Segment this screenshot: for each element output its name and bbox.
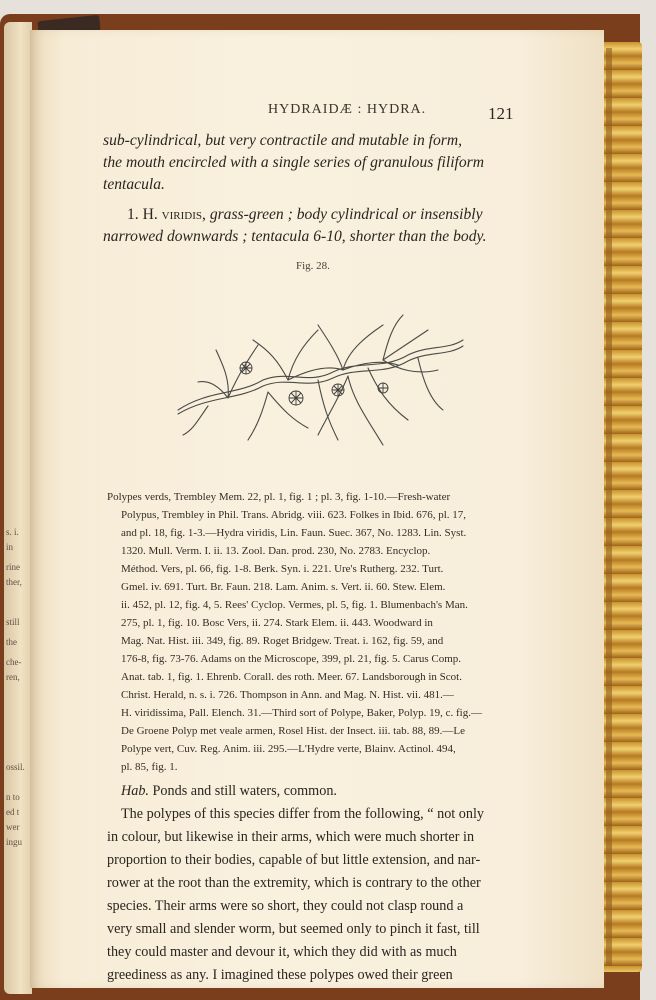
- left-page-fragment: still: [6, 617, 20, 627]
- left-page-fragment: ren,: [6, 672, 20, 682]
- left-page-fragment: in: [6, 542, 14, 552]
- left-page-edge: [4, 22, 32, 994]
- body-text-line: rower at the root than the extremity, which is contrary to the other: [107, 875, 481, 891]
- figure-caption: Fig. 28.: [296, 260, 330, 272]
- book-page: [30, 30, 604, 988]
- body-text-line: species. Their arms were so short, they could not clasp round a: [107, 898, 464, 914]
- habitat-line: [121, 783, 337, 800]
- species-name: viridis,: [161, 206, 206, 223]
- reference-line: Christ. Herald, n. s. i. 726. Thompson in Ann. and Mag. N. Hist. vii. 481.—: [121, 689, 454, 701]
- reference-line: pl. 85, fig. 1.: [121, 761, 178, 773]
- left-page-fragment: rine: [6, 562, 20, 572]
- reference-line: De Groene Polyp met veale armen, Rosel Hist. der Insect. iii. tab. 88, 89.—Le: [121, 725, 465, 737]
- left-page-fragment: che-: [6, 657, 22, 667]
- body-text-line: very small and slender worm, but seemed only to pinch it fast, till: [107, 921, 480, 937]
- left-page-fragment: the: [6, 637, 17, 647]
- reference-line: Gmel. iv. 691. Turt. Br. Faun. 218. Lam. Anim. s. Vert. ii. 60. Stew. Elem.: [121, 581, 446, 593]
- reference-line: 1320. Mull. Verm. I. ii. 13. Zool. Dan. prod. 230, No. 2783. Encyclop.: [121, 545, 431, 557]
- genus-description-line: sub-cylindrical, but very contractile and mutable in form,: [103, 132, 463, 149]
- reference-line: ii. 452, pl. 12, fig. 4, 5. Rees' Cyclop. Vermes, pl. 5, fig. 1. Blumenbach's Man.: [121, 599, 468, 611]
- body-text-line: proportion to their bodies, capable of but little extension, and nar-: [107, 852, 481, 868]
- left-page-fragment: ed t: [6, 807, 20, 817]
- left-page-fragment: n to: [6, 792, 20, 802]
- reference-line: and pl. 18, fig. 1-3.—Hydra viridis, Lin. Faun. Suec. 367, No. 1283. Lin. Syst.: [121, 527, 467, 539]
- reference-line: Polypes verds, Trembley Mem. 22, pl. 1, fig. 1 ; pl. 3, fig. 1-10.—Fresh-water: [107, 491, 451, 503]
- habitat-label: Hab.: [121, 783, 149, 799]
- reference-line: Polype vert, Cuv. Reg. Anim. iii. 295.—L'Hydre verte, Blainv. Actinol. 494,: [121, 743, 456, 755]
- reference-line: 275, pl. 1, fig. 10. Bosc Vers, ii. 274. Stark Elem. ii. 443. Woodward in: [121, 617, 433, 629]
- species-description: grass-green ; body cylindrical or insensibly: [209, 206, 483, 223]
- reference-line: 176-8, fig. 73-76. Adams on the Microscope, 399, pl. 21, fig. 5. Carus Comp.: [121, 653, 462, 665]
- left-page-fragment: s. i.: [6, 527, 19, 537]
- left-page-fragment: ossil.: [6, 762, 25, 772]
- running-head: HYDRAIDÆ : HYDRA.: [268, 102, 427, 117]
- reference-line: H. viridissima, Pall. Elench. 31.—Third sort of Polype, Baker, Polyp. 19, c. fig.—: [121, 707, 482, 719]
- reference-line: Anat. tab. 1, fig. 1. Ehrenb. Corall. des roth. Meer. 67. Landsborough in Scot.: [121, 671, 462, 683]
- species-number: 1. H.: [127, 206, 158, 223]
- body-text-line: they could master and devour it, which they did with as much: [107, 944, 457, 960]
- left-page-fragment: ther,: [6, 577, 22, 587]
- species-heading-line: [127, 206, 483, 224]
- page-number: 121: [488, 104, 514, 123]
- gilt-edge-shadow: [606, 48, 612, 966]
- reference-line: Polypus, Trembley in Phil. Trans. Abridg. viii. 623. Folkes in Ibid. 676, pl. 17,: [121, 509, 467, 521]
- body-text-line: greediness as any. I imagined these polypes owed their green: [107, 967, 453, 983]
- left-page-fragment: wer: [6, 822, 20, 832]
- hydra-illustration: [168, 310, 468, 460]
- reference-line: Mag. Nat. Hist. iii. 349, fig. 89. Roget Bridgew. Treat. i. 162, fig. 59, and: [121, 635, 444, 647]
- habitat-text: Ponds and still waters, common.: [152, 783, 337, 799]
- body-text-line: The polypes of this species differ from the following, “ not only: [121, 806, 485, 822]
- body-text-line: in colour, but likewise in their arms, which were much shorter in: [107, 829, 475, 845]
- genus-description-line: the mouth encircled with a single series of granulous filiform: [103, 154, 485, 171]
- genus-description-line: tentacula.: [103, 176, 165, 193]
- reference-line: Méthod. Vers, pl. 66, fig. 1-8. Berk. Syn. i. 221. Ure's Rutherg. 232. Turt.: [121, 563, 444, 575]
- left-page-fragment: ingu: [6, 837, 23, 847]
- species-description-line: narrowed downwards ; tentacula 6-10, shorter than the body.: [103, 228, 487, 245]
